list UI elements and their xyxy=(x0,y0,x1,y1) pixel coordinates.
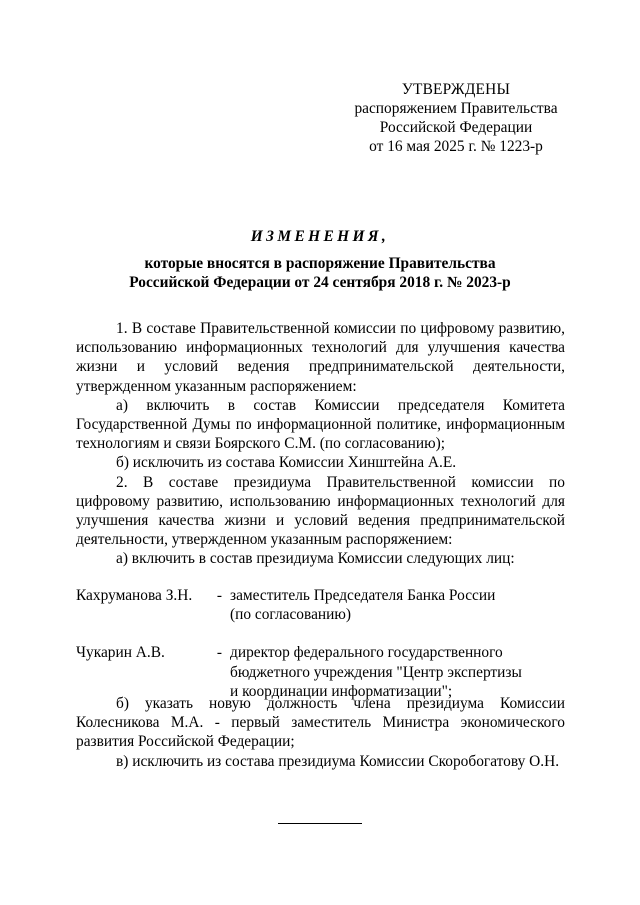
subtitle-line-1: которые вносятся в распоряжение Правительства xyxy=(144,255,496,272)
paragraph-2c: в) исключить из состава президиума Комиссии Скоробогатову О.Н. xyxy=(116,752,560,770)
document-body-continued xyxy=(76,694,565,771)
person-description-line: директор федерального государственного xyxy=(230,644,503,662)
person-dash: - xyxy=(216,587,223,604)
person-description-line: заместитель Председателя Банка России xyxy=(230,587,496,604)
persons-list xyxy=(76,586,565,701)
subtitle-line-2: Российской Федерации от 24 сентября 2018 г. № 2023-р xyxy=(129,274,511,291)
person-description-line: бюджетного учреждения "Центр экспертизы xyxy=(230,663,522,681)
person-description-line: (по согласованию) xyxy=(230,606,351,624)
person-description xyxy=(230,643,565,701)
paragraph-2a: а) включить в состав президиума Комиссии следующих лиц: xyxy=(116,550,515,568)
person-row xyxy=(76,586,565,624)
approval-title: УТВЕРЖДЕНЫ xyxy=(401,81,511,98)
approval-line-3: от 16 мая 2025 г. № 1223-р xyxy=(369,138,543,155)
paragraph-1b: б) исключить из состава Комиссии Хинштейна А.Е. xyxy=(116,454,457,472)
person-dash: - xyxy=(216,644,223,662)
document-body xyxy=(76,319,565,569)
approval-stamp xyxy=(345,80,567,156)
paragraph-2b: б) указать новую должность члена президиума Комиссии Колесникова М.А. - первый заместитель Министра экономического развития Российской Федерации; xyxy=(76,695,565,751)
person-row xyxy=(76,643,565,701)
paragraph-1: 1. В составе Правительственной комиссии по цифровому развитию, использованию информационных технологий для улучшения качества жизни и условий ведения предпринимательской деятельности, утвержденном указанным распоряжением: xyxy=(76,320,565,395)
person-description-line: и координации информатизации"; xyxy=(230,682,453,700)
approval-line-2: Российской Федерации xyxy=(379,119,533,136)
person-description xyxy=(230,586,565,624)
approval-line-1: распоряжением Правительства xyxy=(354,100,558,117)
paragraph-1a: а) включить в состав Комиссии председателя Комитета Государственной Думы по информационной политике, информационным технологиям и связи Боярского С.М. (по согласованию); xyxy=(76,396,565,453)
document-subtitle xyxy=(0,254,640,292)
paragraph-2: 2. В составе президиума Правительственной комиссии по цифровому развитию, использованию информационных технологий для улучшения качества жизни и условий ведения предпринимательской деятельности, утвержденном указанным распоряжением: xyxy=(76,473,565,549)
document-title: ИЗМЕНЕНИЯ, xyxy=(250,228,390,245)
person-name: Чукарин А.В. xyxy=(76,644,165,662)
end-divider xyxy=(278,823,362,824)
person-name: Кахруманова З.Н. xyxy=(76,587,193,604)
document-heading xyxy=(0,227,640,292)
